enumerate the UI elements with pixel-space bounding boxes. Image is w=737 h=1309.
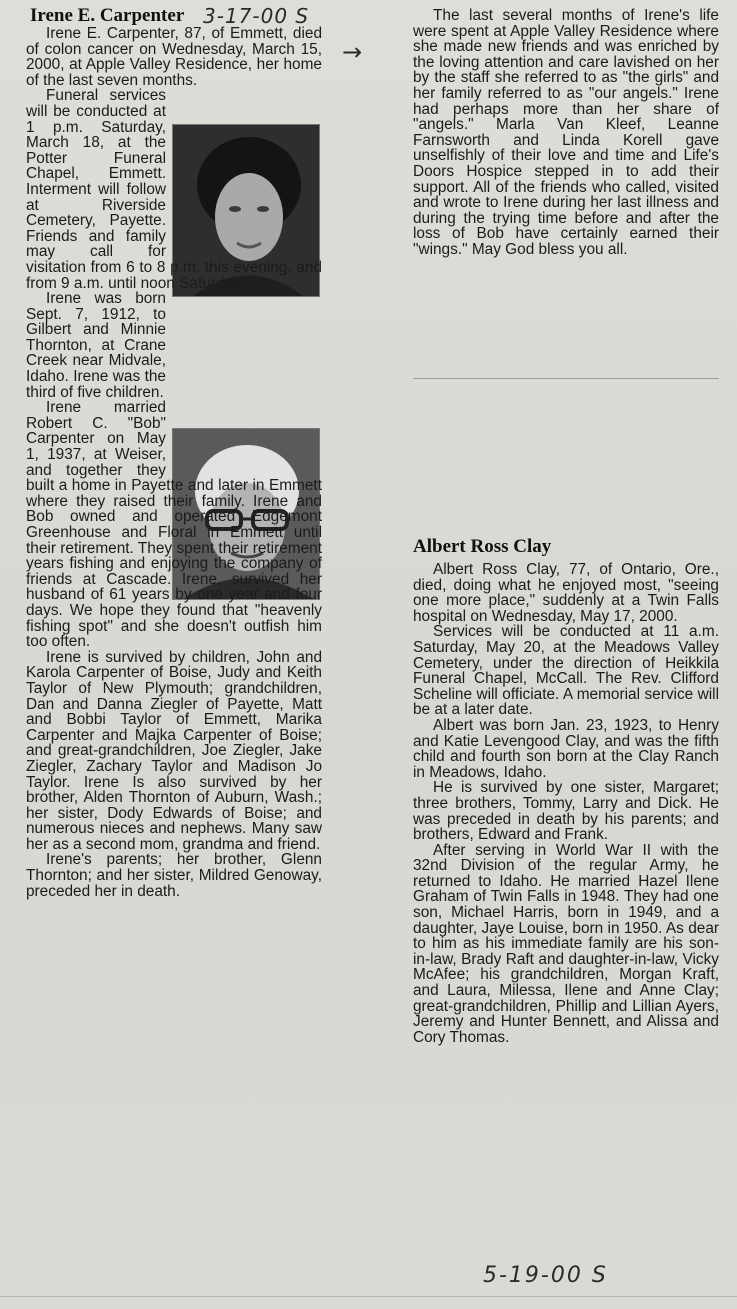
irene-heading: Irene E. Carpenter [30,5,185,26]
albert-heading: Albert Ross Clay [413,536,552,557]
irene-column-continued [413,8,719,258]
bottom-edge [0,1296,737,1297]
albert-column [413,562,719,1045]
irene-paragraph-continued: The last several months of Irene's life were spent at Apple Valley Residence where she made new friends and was enriched by the loving attention and care lavished on her by the staff she referred to as "the girls" and her family referred to as "our angels." Irene had perhaps more than her share of "angels." Marla Van Kleef, Leanne Farnsworth and Linda Korell gave unselfishly of their love and time and Life's Doors Hospice stepped in to add their support. All of the friends who called, visited and wrote to Irene during her last illness and during the trying time before and after the loss of Bob have certainly earned their "wings." May God bless you all. [413,7,719,258]
handwritten-date-albert: 5-19-00 S [483,1263,608,1288]
irene-paragraph-3: Irene was born Sept. 7, 1912, to Gilbert and Minnie Thornton, at Crane Creek near Midvale, Idaho. Irene was the third of five children. [26,290,166,401]
photo-spacer-2 [170,291,322,463]
irene-column-left [26,26,322,899]
irene-paragraph-2: Funeral services will be conducted at 1 p.m. Saturday, March 18, at the Potter Funeral Chapel, Emmett. Interment will follow at Riverside Cemetery, Payette. Friends and family may call for visitation from 6 to 8 p.m. this evening, and from 9 a.m. until noon Saturday. [26,87,322,292]
albert-paragraph-1: Albert Ross Clay, 77, of Ontario, Ore., died, doing what he enjoyed most, "seeing one more place," suddenly at a Twin Falls hospital on Wednesday, May 17, 2000. [413,561,719,625]
irene-paragraph-4: Irene married Robert C. "Bob" Carpenter on May 1, 1937, at Weiser, and together they built a home in Payette and later in Emmett where they raised their family. Irene and Bob owned and operated Edgemont Greenhouse and Floral in Emmett until their retirement. They spent their retirement years fishing and enjoying the company of friends at Cascade. Irene, survived her husband of 61 years by one year and four days. We hope they found that "heavenly fishing spot" and she doesn't outfish him too often. [26,399,322,651]
albert-paragraph-5: After serving in World War II with the 32nd Division of the regular Army, he returned to Idaho. He married Hazel Ilene Graham of Twin Falls in 1948. They had one son, Michael Harris, born in 1949, and a daughter, Jaye Louise, born in 1950. As dear to him as his immediate family are his son-in-law, Brady Raft and daughter-in-law, Vicky McAfee; his grandchildren, Morgan Kraft, and Laura, Milessa, Ilene and Anne Clay; great-grandchildren, Phillip and Lillian Ayers, Jeremy and Hunter Bennett, and Alissa and Cory Thomas. [413,841,719,1046]
albert-paragraph-4: He is survived by one sister, Margaret; three brothers, Tommy, Larry and Dick. He was preceded in death by his parents; and brothers, Edward and Frank. [413,779,719,844]
handwritten-arrow-icon: → [342,38,363,66]
albert-paragraph-3: Albert was born Jan. 23, 1923, to Henry and Katie Levengood Clay, and was the fifth child and fourth son born at the Clay Ranch in Meadows, Idaho. [413,716,719,781]
irene-paragraph-6: Irene's parents; her brother, Glenn Thornton; and her sister, Mildred Genoway, preceded her in death. [26,851,322,900]
handwritten-date-irene: 3-17-00 S [203,4,310,28]
photo-spacer-1 [170,88,322,258]
albert-paragraph-2: Services will be conducted at 11 a.m. Saturday, May 20, at the Meadows Valley Cemetery, under the direction of Heikkila Funeral Chapel, McCall. The Rev. Clifford Scheline will officiate. A memorial service will be at a later date. [413,623,719,719]
irene-paragraph-1: Irene E. Carpenter, 87, of Emmett, died of colon cancer on Wednesday, March 15, 2000, at Apple Valley Residence, her home of the last seven months. [26,25,322,89]
irene-paragraph-5: Irene is survived by children, John and Karola Carpenter of Boise, Judy and Keith Taylor of New Plymouth; grandchildren, Dan and Danna Ziegler of Payette, Matt and Bobbi Taylor of Emmett, Marika Carpenter and Majka Carpenter of Boise; and great-grandchildren, Joe Ziegler, Jake Ziegler, Zachary Taylor and Madison Jo Taylor. Irene Is also survived by her brother, Alden Thornton of Auburn, Wash.; her sister, Dody Edwards of Boise; and numerous nieces and nephews. Many saw her as a second mom, grandma and friend. [26,648,322,853]
section-divider [413,378,719,379]
